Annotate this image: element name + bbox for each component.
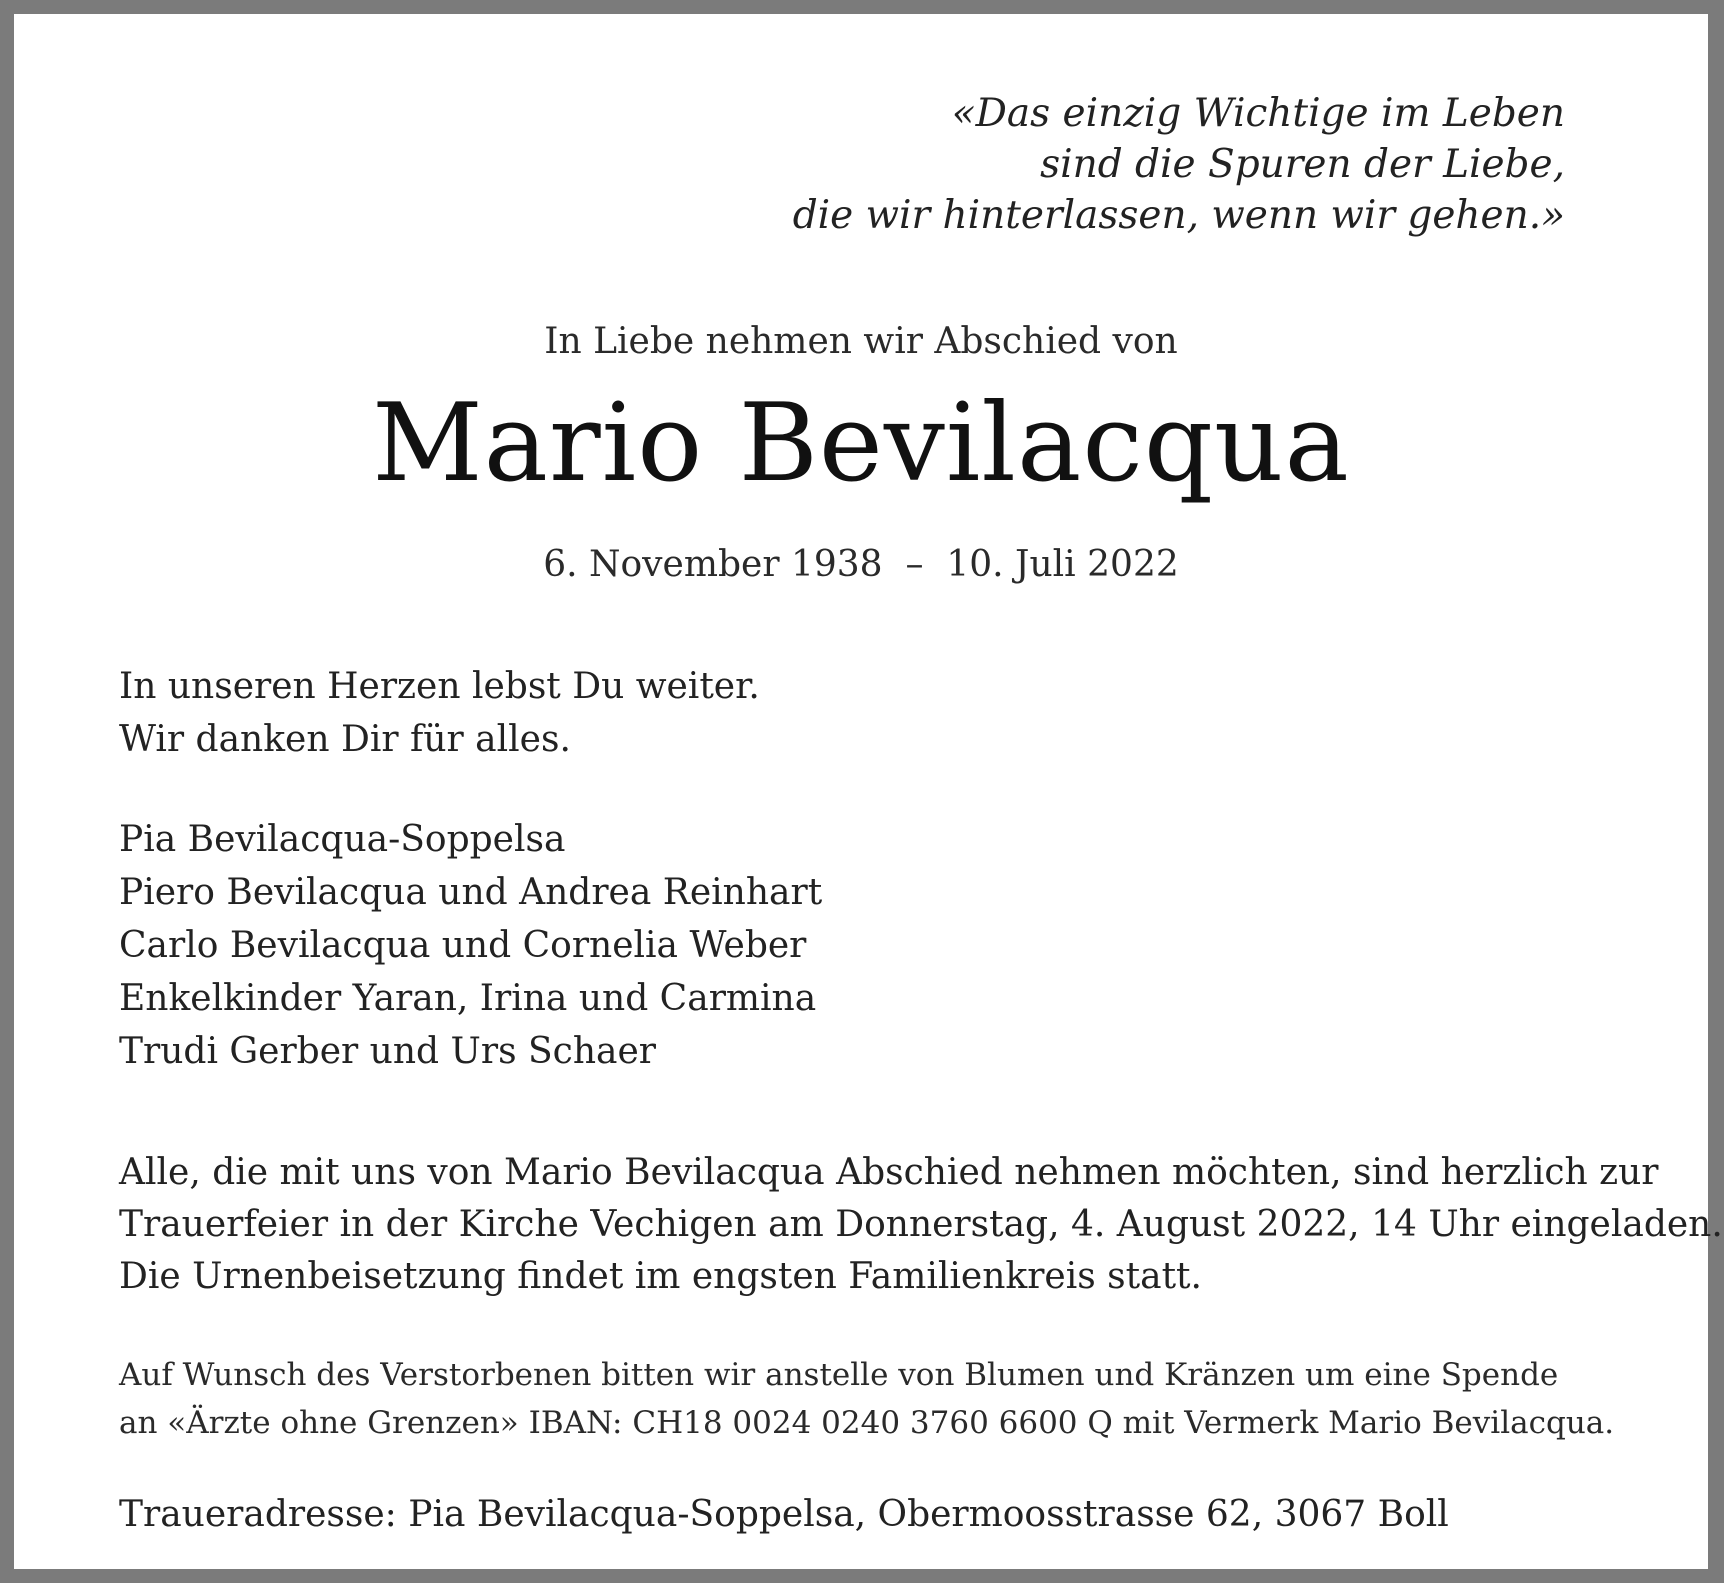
intro-text: In Liebe nehmen wir Abschied von	[544, 321, 1178, 362]
donation-line: Auf Wunsch des Verstorbenen bitten wir anstelle von Blumen und Kränzen um eine Spende	[119, 1357, 1559, 1393]
quote-line: «Das einzig Wichtige im Leben	[951, 91, 1565, 136]
deceased-name: Mario Bevilacqua	[372, 381, 1350, 506]
message-line: In unseren Herzen lebst Du weiter.	[119, 666, 760, 707]
family-list	[119, 813, 822, 1078]
family-member: Pia Bevilacqua-Soppelsa	[119, 819, 566, 860]
family-member: Enkelkinder Yaran, Irina und Carmina	[119, 978, 817, 1019]
quote	[793, 88, 1565, 241]
donation-info	[119, 1351, 1614, 1447]
donation-line: an «Ärzte ohne Grenzen» IBAN: CH18 0024 0240 3760 6600 Q mit Vermerk Mario Bevilacqua.	[119, 1405, 1615, 1441]
mourning-address: Traueradresse: Pia Bevilacqua-Soppelsa, Obermoosstrasse 62, 3067 Boll	[119, 1494, 1449, 1535]
ceremony-line: Die Urnenbeisetzung findet im engsten Familienkreis statt.	[119, 1256, 1202, 1297]
ceremony-line: Alle, die mit uns von Mario Bevilacqua Abschied nehmen möchten, sind herzlich zur	[119, 1152, 1659, 1193]
quote-line: sind die Spuren der Liebe,	[1040, 142, 1565, 187]
family-member: Carlo Bevilacqua und Cornelia Weber	[119, 925, 807, 966]
ceremony-line: Trauerfeier in der Kirche Vechigen am Donnerstag, 4. August 2022, 14 Uhr eingeladen.	[119, 1204, 1723, 1245]
life-dates: 6. November 1938 – 10. Juli 2022	[543, 544, 1179, 585]
obituary-notice	[14, 14, 1723, 1569]
message-line: Wir danken Dir für alles.	[119, 719, 571, 760]
farewell-message	[119, 660, 760, 766]
quote-line: die wir hinterlassen, wenn wir gehen.»	[792, 193, 1565, 238]
ceremony-info	[119, 1147, 1723, 1303]
family-member: Trudi Gerber und Urs Schaer	[119, 1031, 656, 1072]
family-member: Piero Bevilacqua und Andrea Reinhart	[119, 872, 823, 913]
